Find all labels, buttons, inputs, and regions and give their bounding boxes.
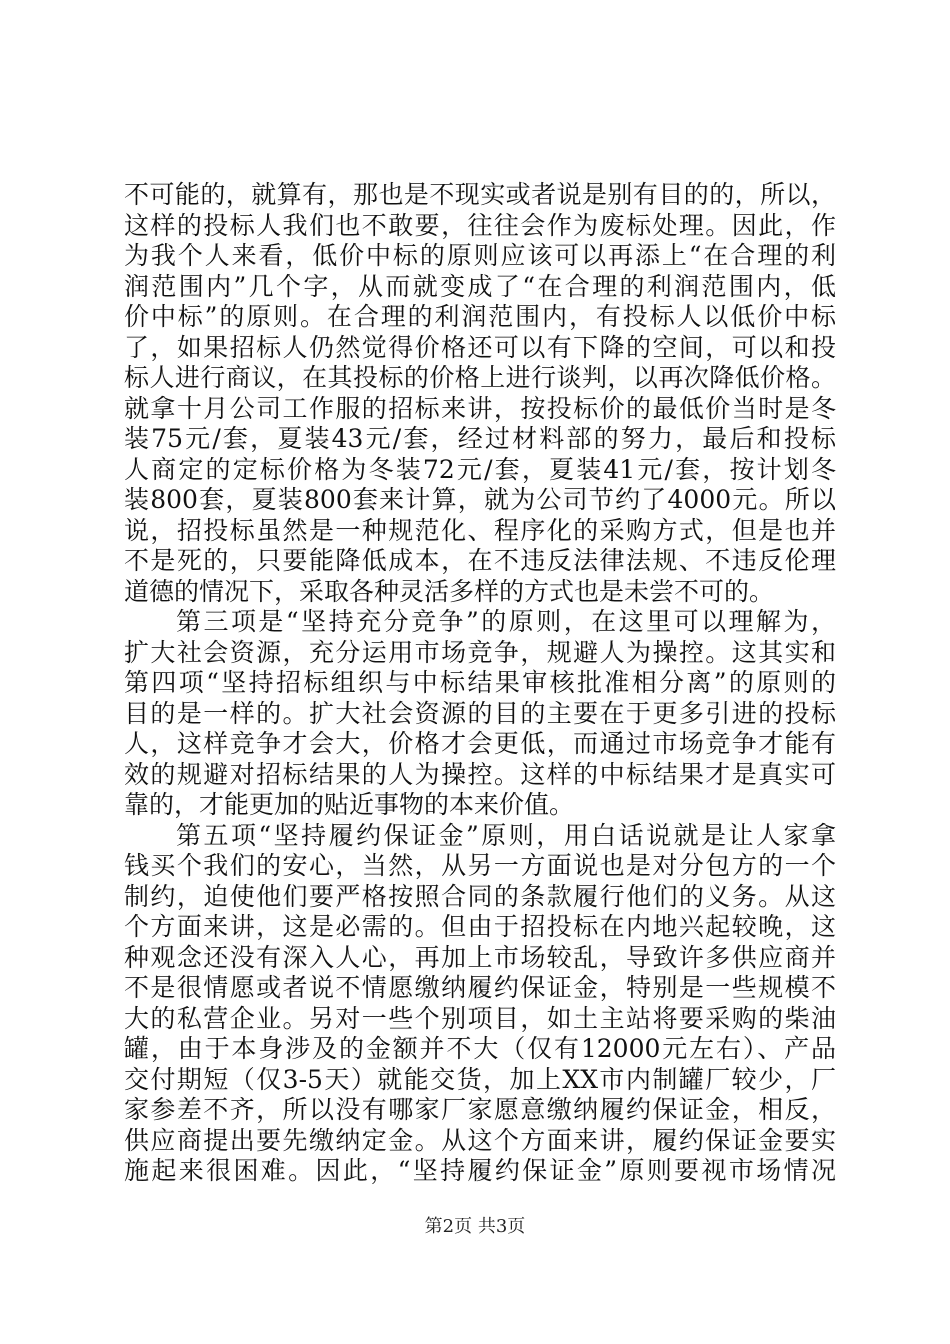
text-line: 道德的情况下，采取各种灵活多样的方式也是未尝不可的。 [124,576,775,606]
text-line: 扩大社会资源，充分运用市场竞争，规避人为操控。这其实和 [124,637,836,667]
text-line: 了，如果招标人仍然觉得价格还可以有下降的空间，可以和投 [124,332,836,362]
text-line: 不可能的，就算有，那也是不现实或者说是别有目的的，所以， [124,180,836,209]
body-text [124,180,836,1187]
text-line: 人，这样竞争才会大，价格才会更低，而通过市场竞争才能有 [124,729,836,758]
text-line: 施起来很困难。因此，“坚持履约保证金”原则要视市场情况 [124,1156,836,1185]
text-line: 这样的投标人我们也不敢要，往往会作为废标处理。因此，作 [124,210,836,240]
page-footer: 第2页 共3页 [424,1216,526,1237]
text-line: 目的是一样的。扩大社会资源的目的主要在于更多引进的投标 [124,698,836,728]
text-line: 个方面来讲，这是必需的。但由于招投标在内地兴起较晚，这 [124,912,836,941]
text-line: 大的私营企业。另对一些个别项目，如土主站将要采购的柴油 [124,1003,836,1033]
text-line: 人商定的定标价格为冬装72元/套，夏装41元/套，按计划冬 [124,454,836,484]
text-line: 为我个人来看，低价中标的原则应该可以再添上“在合理的利 [124,241,836,270]
text-line: 供应商提出要先缴纳定金。从这个方面来讲，履约保证金要实 [124,1125,836,1155]
text-line: 制约，迫使他们要严格按照合同的条款履行他们的义务。从这 [124,881,836,911]
text-line: 效的规避对招标结果的人为操控。这样的中标结果才是真实可 [124,759,836,789]
text-line: 钱买个我们的安心，当然，从另一方面说也是对分包方的一个 [124,851,836,880]
text-line: 润范围内”几个字，从而就变成了“在合理的利润范围内，低 [124,271,836,301]
text-line: 价中标”的原则。在合理的利润范围内，有投标人以低价中标 [124,302,836,331]
text-line: 说，招投标虽然是一种规范化、程序化的采购方式，但是也并 [124,515,836,545]
text-line: 不是很情愿或者说不情愿缴纳履约保证金，特别是一些规模不 [124,973,836,1002]
text-line: 第四项“坚持招标组织与中标结果审核批准相分离”的原则的 [124,668,836,697]
text-line: 家参差不齐，所以没有哪家厂家愿意缴纳履约保证金，相反， [124,1095,836,1124]
text-line: 第五项“坚持履约保证金”原则，用白话说就是让人家拿 [176,820,836,850]
text-line: 就拿十月公司工作服的招标来讲，按投标价的最低价当时是冬 [124,393,836,423]
text-line: 装75元/套，夏装43元/套，经过材料部的努力，最后和投标 [124,424,836,453]
text-line: 标人进行商议，在其投标的价格上进行谈判，以再次降低价格。 [124,363,836,392]
text-line: 种观念还没有深入人心，再加上市场较乱，导致许多供应商并 [124,942,836,972]
text-line: 第三项是“坚持充分竞争”的原则，在这里可以理解为， [176,607,836,636]
text-line: 交付期短（仅3-5天）就能交货，加上XX市内制罐厂较少，厂 [124,1064,836,1094]
text-line: 罐，由于本身涉及的金额并不大（仅有12000元左右）、产品 [124,1034,836,1063]
text-line: 装800套，夏装800套来计算，就为公司节约了4000元。所以 [124,485,836,514]
text-line: 不是死的，只要能降低成本，在不违反法律法规、不违反伦理 [124,546,836,575]
text-line: 靠的，才能更加的贴近事物的本来价值。 [124,790,575,819]
